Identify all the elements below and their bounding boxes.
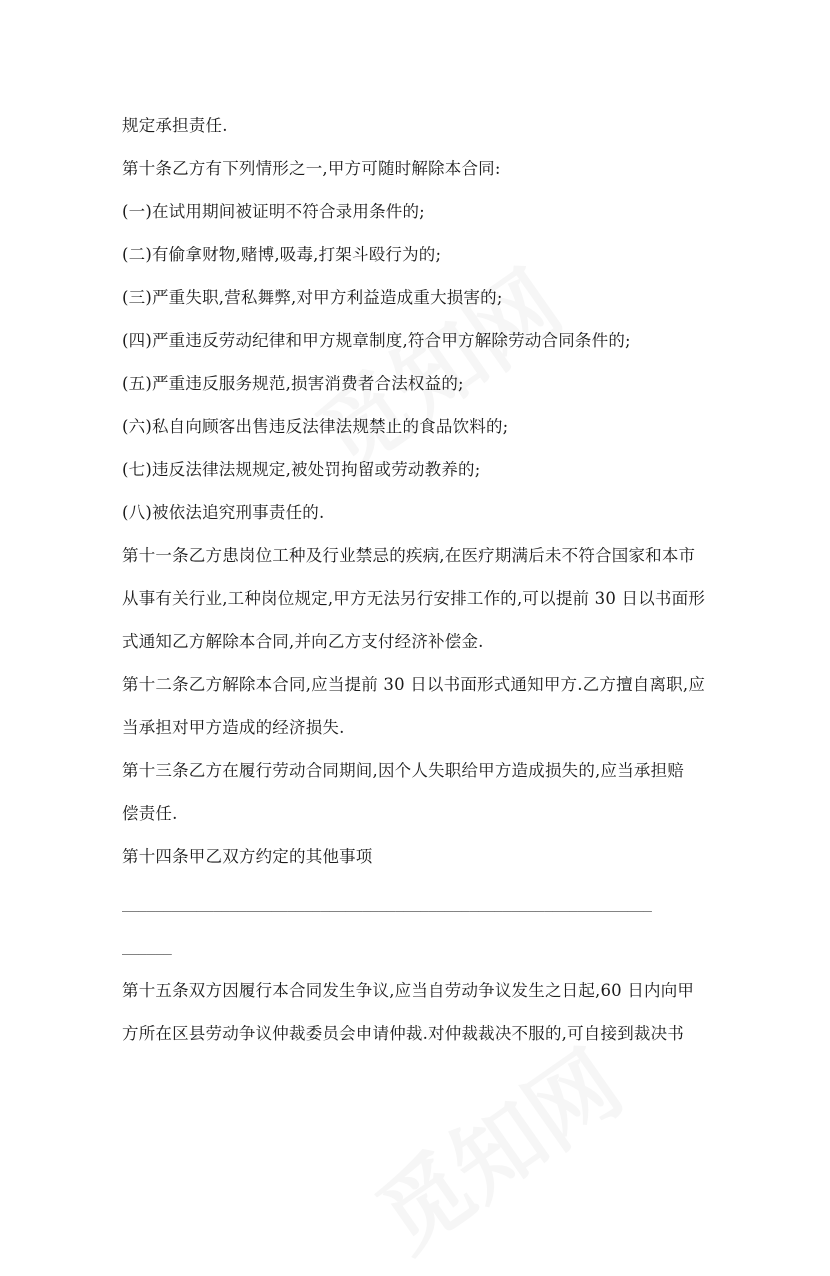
clause-11-line: 第十一条乙方患岗位工种及行业禁忌的疾病,在医疗期满后未不符合国家和本市 — [122, 546, 696, 565]
clause-15-line: 第十五条双方因履行本合同发生争议,应当自劳动争议发生之日起,60 日内向甲 — [122, 981, 695, 1000]
fill-in-blank-line: ______ — [122, 939, 172, 955]
clause-11-line: 式通知乙方解除本合同,并向乙方支付经济补偿金. — [122, 632, 484, 651]
clause-14-heading: 第十四条甲乙双方约定的其他事项 — [122, 847, 373, 866]
clause-15-line: 方所在区县劳动争议仲裁委员会申请仲裁.对仲裁裁决不服的,可自接到裁决书 — [122, 1024, 684, 1043]
fill-in-blank-line: ________________________________________________________________ — [122, 896, 652, 912]
clause-13-line: 第十三条乙方在履行劳动合同期间,因个人失职给甲方造成损失的,应当承担赔 — [122, 761, 684, 780]
watermark — [347, 1014, 643, 1275]
list-item: (七)违反法律法规规定,被处罚拘留或劳动教养的; — [122, 460, 481, 479]
list-item: (四)严重违反劳动纪律和甲方规章制度,符合甲方解除劳动合同条件的; — [122, 331, 631, 350]
clause-11-line: 从事有关行业,工种岗位规定,甲方无法另行安排工作的,可以提前 30 日以书面形 — [122, 589, 706, 608]
list-item: (五)严重违反服务规范,损害消费者合法权益的; — [122, 374, 464, 393]
clause-12-line: 第十二条乙方解除本合同,应当提前 30 日以书面形式通知甲方.乙方擅自离职,应 — [122, 675, 706, 694]
clause-10-heading: 第十条乙方有下列情形之一,甲方可随时解除本合同: — [122, 159, 501, 178]
list-item: (二)有偷拿财物,赌博,吸毒,打架斗殴行为的; — [122, 245, 442, 264]
clause-13-line: 偿责任. — [122, 804, 178, 823]
watermark — [287, 234, 583, 495]
clause-12-line: 当承担对甲方造成的经济损失. — [122, 718, 345, 737]
list-item: (一)在试用期间被证明不符合录用条件的; — [122, 202, 425, 221]
list-item: (六)私自向顾客出售违反法律法规禁止的食品饮料的; — [122, 417, 509, 436]
list-item: (八)被依法追究刑事责任的. — [122, 503, 325, 522]
list-item: (三)严重失职,营私舞弊,对甲方利益造成重大损害的; — [122, 288, 503, 307]
text-line: 规定承担责任. — [122, 116, 228, 135]
